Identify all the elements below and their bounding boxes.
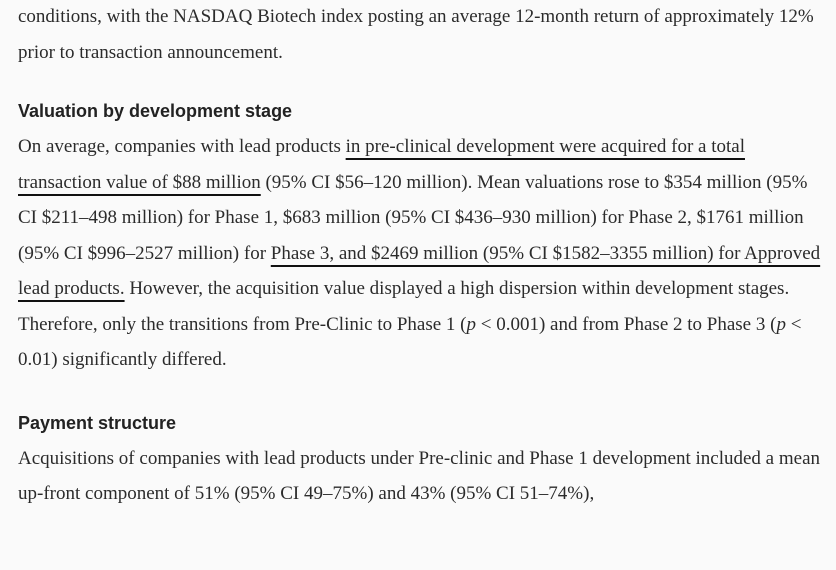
article-body [18,0,830,512]
valuation-text-5: < 0.01) significantly differed. [18,313,802,370]
valuation-text-2: (95% CI $56–120 million). Mean valuations rose to $354 million (95% CI $211–498 million) for Phase 1, $683 million (95% CI $436–930 million) for Phase 2, $1761 million (95% CI $996–2527 million) for [18,171,808,264]
p-value-symbol: p [466,313,477,335]
payment-heading: Payment structure [18,412,177,433]
valuation-text-3: However, the acquisition value displayed a high dispersion within development stages. Therefore, only the transitions from Pre-Clinic to Phase 1 ( [18,278,790,335]
highlight-phase3-approved-valuation: Phase 3, and $2469 million (95% CI $1582–3355 million) for Approved lead products. [18,242,821,299]
valuation-text-4: < 0.001) and from Phase 2 to Phase 3 ( [476,313,777,335]
valuation-text-1: On average, companies with lead products [18,136,346,157]
p-value-symbol: p [776,313,786,335]
section-spacer [18,378,830,406]
intro-paragraph: conditions, with the NASDAQ Biotech index posting an average 12-month return of approximately 12% prior to transaction announcement. [18,6,814,63]
section-spacer [18,70,830,94]
payment-paragraph: Acquisitions of companies with lead products under Pre-clinic and Phase 1 development included a mean up-front component of 51% (95% CI 49–75%) and 43% (95% CI 51–74%), [18,447,821,504]
highlight-preclinical-valuation: in pre-clinical development were acquired for a total transaction value of $88 million [18,136,745,193]
valuation-paragraph [18,129,830,378]
valuation-heading: Valuation by development stage [18,101,293,121]
